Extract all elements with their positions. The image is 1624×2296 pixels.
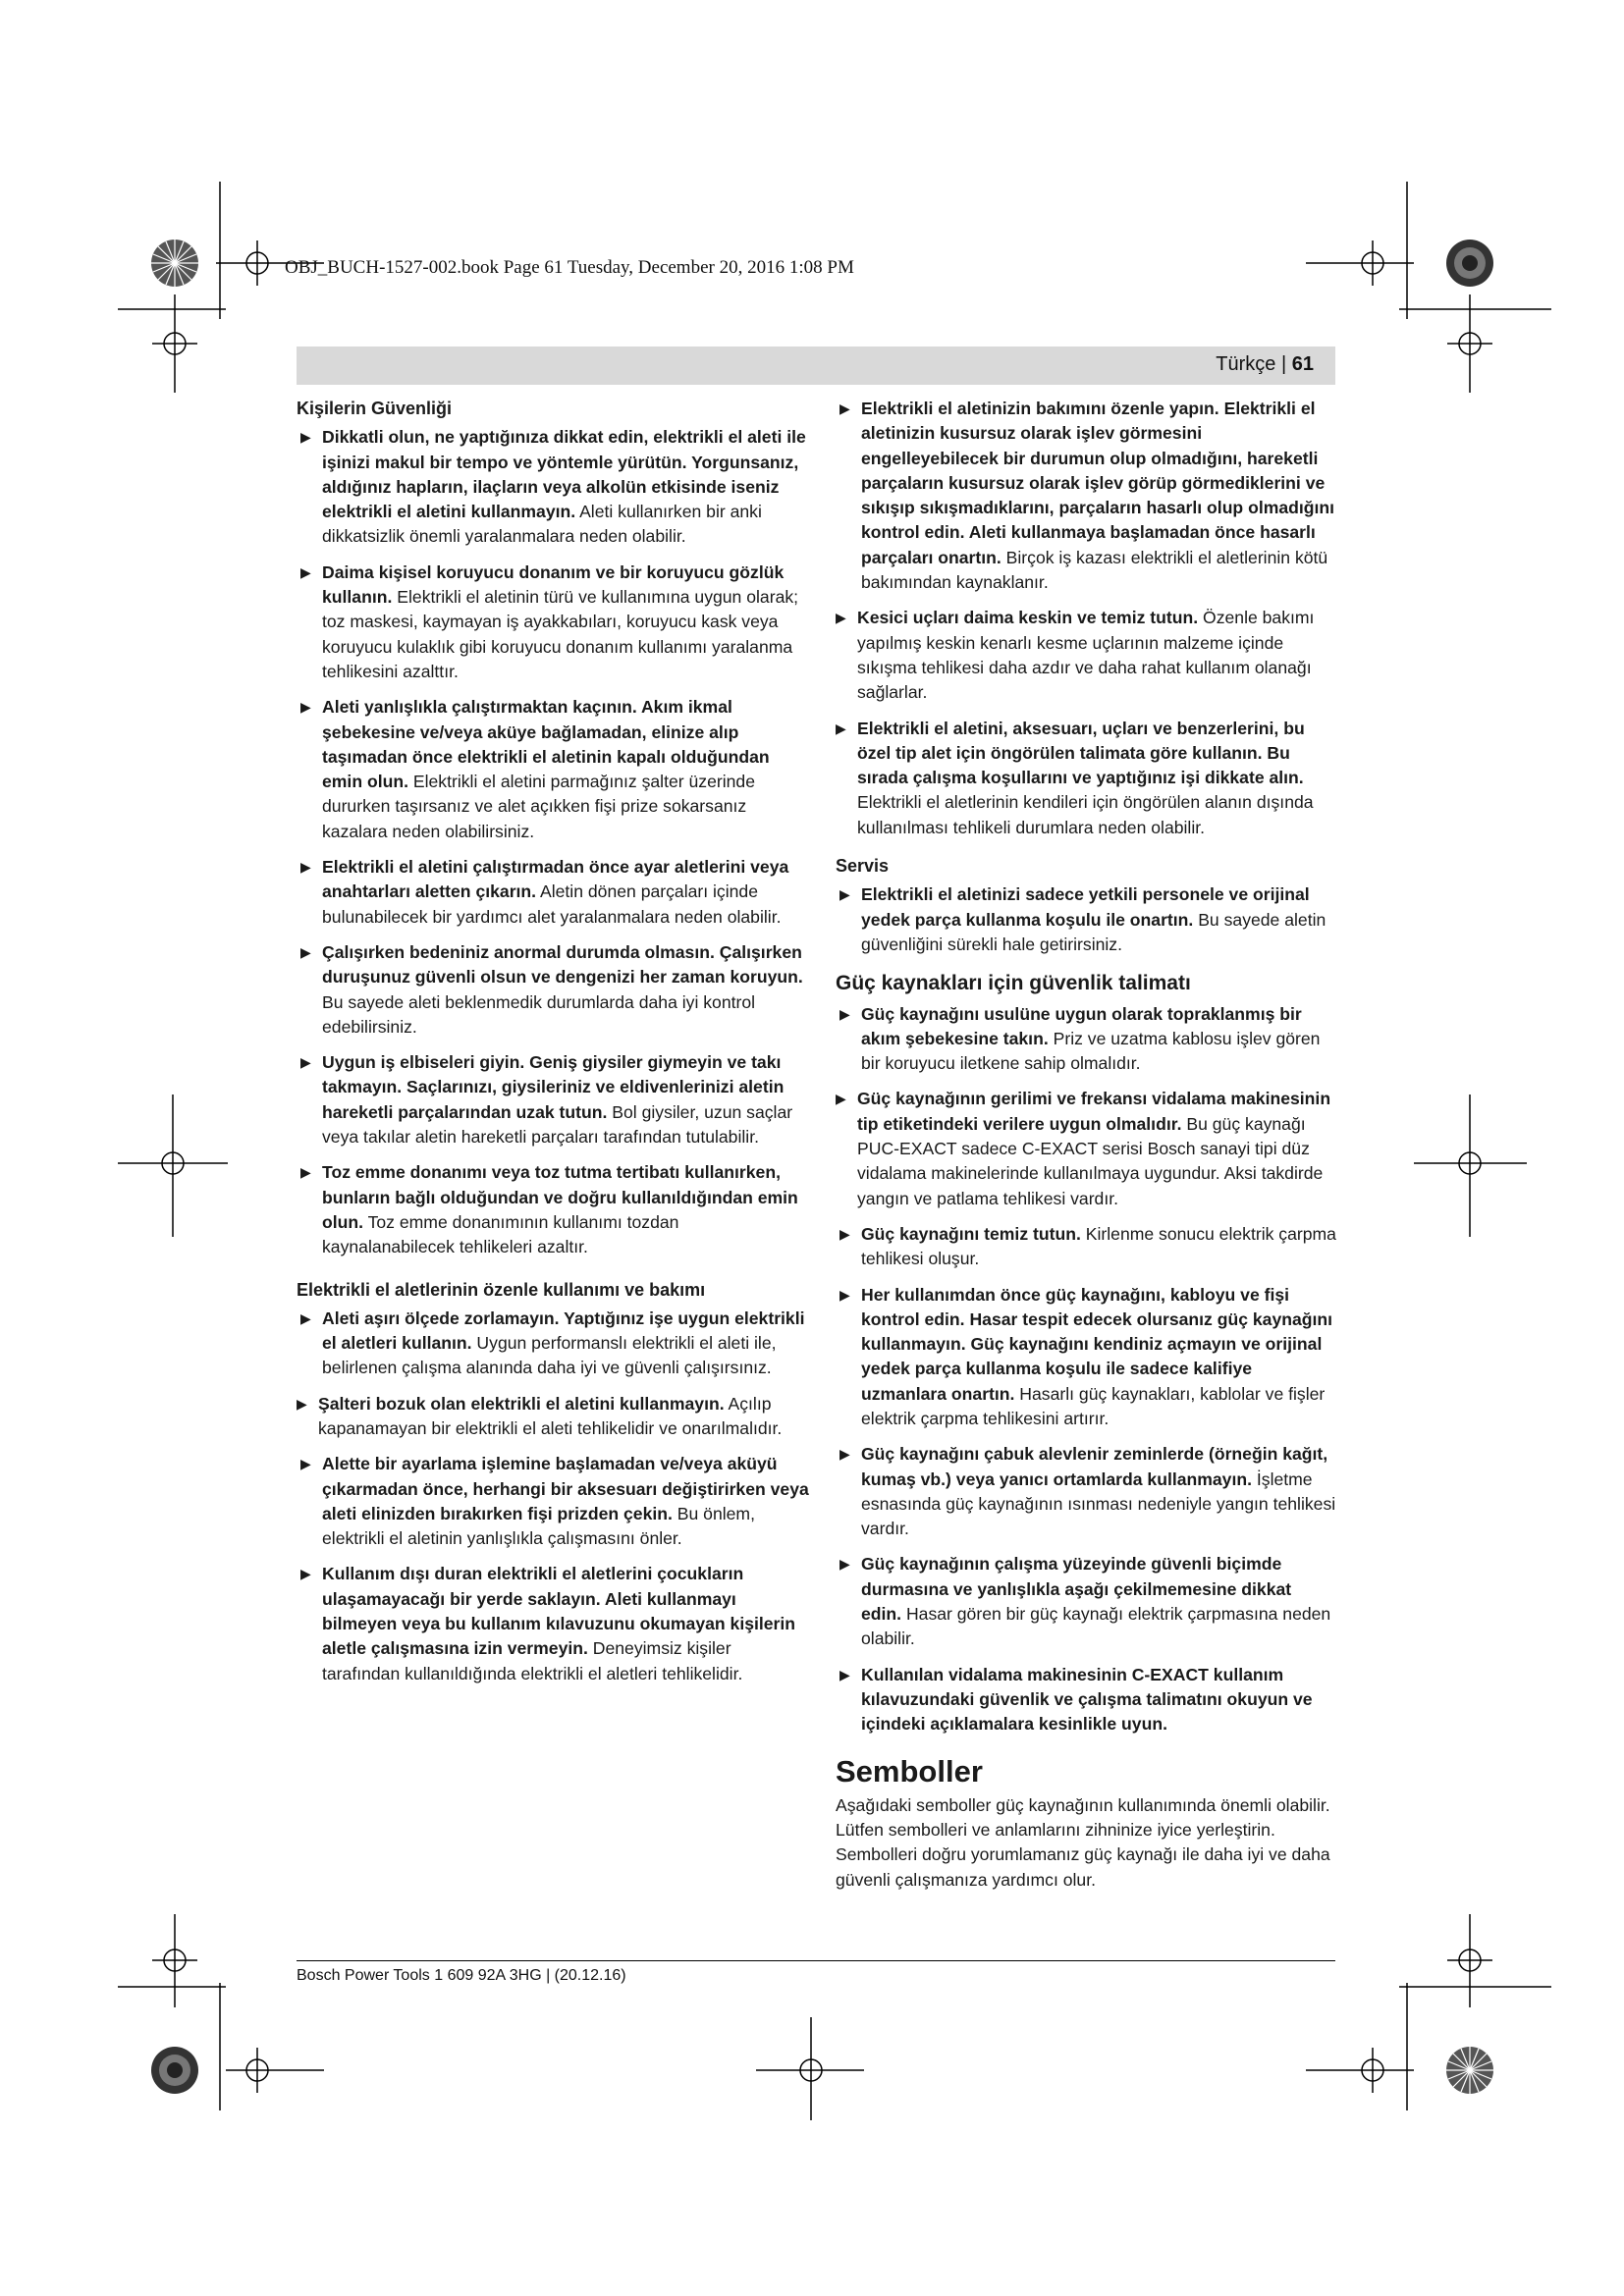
list-item [297, 1452, 811, 1551]
item-bold-text: Güç kaynağını temiz tutun. [861, 1223, 1081, 1244]
item-bold-text: Alette bir ayarlama işlemine başlamadan ve/veya aküyü çıkarmadan önce, herhangi bir aksesuarı değiştirirken veya aleti elinizden bırakırken fişi prizden çekin. [322, 1454, 809, 1523]
bullet-arrow-icon: ▶ [839, 400, 850, 416]
symbols-paragraph: Aşağıdaki semboller güç kaynağının kullanımında önemli olabilir. Lütfen sembolleri ve anlamlarını zihninize iyice yerleştirin. Sembolleri doğru yorumlamanız güç kaynağı ile daha iyi ve daha güvenli çalışmanıza yardımcı olur. [836, 1794, 1330, 1890]
section-heading: Kişilerin Güvenliği [297, 399, 453, 418]
list-item [297, 855, 811, 930]
footer-rule [297, 1960, 1335, 1961]
header-language: Türkçe [1216, 353, 1276, 375]
item-text: Aleti kullanırken bir anki dikkatsizlik önemli yaralanmalara neden olabilir. [322, 502, 762, 547]
bullet-arrow-icon: ▶ [839, 886, 850, 903]
item-text: Aletin dönen parçaları içinde bulunabilecek bir yardımcı alet yaralanmalara neden olabilir. [322, 881, 782, 927]
item-bold-text: Güç kaynağını usulüne uygun olarak topraklanmış bir akım şebekesine takın. [861, 1003, 1302, 1048]
item-text: Birçok iş kazası elektrikli el aletlerinin kötü bakımından kaynaklanır. [861, 547, 1328, 593]
item-text: Bu sayede aletin güvenliğini sürekli hale getirirsiniz. [861, 909, 1326, 954]
item-text: Uygun performanslı elektrikli el aleti ile, belirlenen çalışma alanında daha iyi ve güvenli çalışırsınız. [322, 1333, 777, 1378]
item-bold-text: Elektrikli el aletinizi sadece yetkili personele ve orijinal yedek parça kullanma koşulu ile onartın. [861, 884, 1310, 930]
list-item [297, 561, 811, 684]
item-bold-text: Elektrikli el aletini, aksesuarı, uçları ve benzerlerini, bu özel tip alet için öngörülen talimata göre kullanın. Bu sırada çalışma koşullarını ve yaptığınız işi dikkate alın. [857, 718, 1305, 788]
item-bold-text: Daima kişisel koruyucu donanım ve bir koruyucu gözlük kullanın. [322, 561, 785, 608]
item-bold-text: Dikkatli olun, ne yaptığınıza dikkat edin, elektrikli el aleti ile işinizi makul bir tempo ve yöntemle yürütün. Yorgunsanız, aldığınız hapların, ilaçların veya alkolün etkisinde iseniz elektrikli el aletini kullanmayın. [322, 427, 806, 522]
item-bold-text: Aleti yanlışlıkla çalıştırmaktan kaçının. Akım ikmal şebekesine ve/veya aküye bağlamadan, elinize alıp taşımadan önce elektrikli el aletinin kapalı olduğundan emin olun. [322, 697, 770, 792]
footer-text: Bosch Power Tools 1 609 92A 3HG | (20.12.16) [297, 1967, 626, 1984]
item-text: Elektrikli el aletlerinin kendileri için öngörülen alanın dışında kullanılması tehlikeli durumlara neden olabilir. [857, 792, 1314, 837]
bullet-arrow-icon: ▶ [836, 720, 846, 736]
bullet-arrow-icon: ▶ [839, 1005, 850, 1022]
item-bold-text: Her kullanımdan önce güç kaynağını, kabloyu ve fişi kontrol edin. Hasar tespit edecek olursanız güç kaynağını kullanmayın. Güç kaynağını kendiniz açmayın ve orijinal yedek parça kullanma koşulu ile sadece kalifiye uzmanlara onartın. [861, 1284, 1333, 1404]
bullet-arrow-icon: ▶ [300, 943, 311, 960]
item-text: Toz emme donanımının kullanımı tozdan kaynalanabilecek tehlikeleri azaltır. [322, 1211, 679, 1257]
item-bold-text: Toz emme donanımı veya toz tutma tertibatı kullanırken, bunların bağlı olduğundan ve doğru kullanıldığından emin olun. [322, 1162, 798, 1232]
item-text: Kirlenme sonucu elektrik çarpma tehlikesi oluşur. [861, 1223, 1336, 1269]
bullet-arrow-icon: ▶ [839, 1286, 850, 1303]
list-item [836, 1552, 1336, 1651]
service-heading: Servis [836, 856, 890, 877]
bullet-arrow-icon: ▶ [839, 1666, 850, 1682]
item-bold-text: Kesici uçları daima keskin ve temiz tutun. [857, 608, 1199, 628]
bullet-arrow-icon: ▶ [297, 1395, 307, 1412]
item-text: İşletme esnasında güç kaynağının ısınması nedeniyle yangın tehlikesi vardır. [861, 1468, 1336, 1539]
list-item [836, 1283, 1336, 1432]
item-text: Bu önlem, elektrikli el aletinin yanlışlıkla çalışmasını önler. [322, 1503, 755, 1549]
item-text: Elektrikli el aletinin türü ve kullanımına uygun olarak; toz maskesi, kaymayan iş ayakkabıları, koruyucu kask veya koruyucu kulaklık gibi koruyucu donanım kullanımı yaralanma tehlikesini azalttır. [322, 587, 799, 681]
item-text: Hasar gören bir güç kaynağı elektrik çarpmasına neden olabilir. [861, 1604, 1331, 1649]
list-item [297, 940, 811, 1040]
bullet-arrow-icon: ▶ [839, 1556, 850, 1573]
item-bold-text: Şalteri bozuk olan elektrikli el aletini kullanmayın. [318, 1393, 725, 1414]
bullet-arrow-icon: ▶ [836, 1091, 846, 1107]
left-column [297, 397, 811, 1697]
bullet-arrow-icon: ▶ [300, 563, 311, 580]
item-bold-text: Elektrikli el aletinizin bakımını özenle yapın. Elektrikli el aletinizin kusursuz olarak işlev görmesini engelleyebilecek bir durumun olup olmadığını, hareketli parçaların kusursuz olarak işlev görüp görmediklerini ve sıkışıp sıkışmadıklarını, parçaların hasarlı olup olmadığını kontrol edin. Aleti kullanmaya başlamadan önce hasarlı parçaları onartın. [861, 399, 1335, 567]
power-supply-heading: Güç kaynakları için güvenlik talimatı [836, 972, 1191, 995]
bullet-arrow-icon: ▶ [300, 699, 311, 716]
list-item [297, 1307, 811, 1381]
item-text: Bu güç kaynağı PUC-EXACT sadece C-EXACT serisi Bosch sanayi tipi düz vidalama makinelerinde kullanılmaya uygundur. Aksi takdirde yangın ve patlama tehlikesi vardır. [857, 1113, 1324, 1208]
item-text: Bol giysiler, uzun saçlar veya takılar aletin hareketli parçaları tarafından tutulabilir. [322, 1101, 793, 1148]
bullet-arrow-icon: ▶ [300, 1456, 311, 1472]
item-bold-text: Aleti aşırı ölçede zorlamayın. Yaptığınız işe uygun elektrikli el aletleri kullanın. [322, 1308, 805, 1354]
list-item [836, 882, 1336, 957]
list-item [836, 606, 1336, 705]
item-text: Bu sayede aleti beklenmedik durumlarda daha iyi kontrol edebilirsiniz. [322, 991, 756, 1037]
list-item [297, 695, 811, 844]
list-item [836, 1087, 1336, 1210]
bullet-arrow-icon: ▶ [839, 1225, 850, 1242]
bullet-arrow-icon: ▶ [300, 1566, 311, 1582]
symbols-heading: Semboller [836, 1753, 983, 1789]
item-text: Priz ve uzatma kablosu işlev gören bir koruyucu iletkene sahip olmalıdır. [861, 1028, 1321, 1074]
item-bold-text: Uygun iş elbiseleri giyin. Geniş giysiler giymeyin ve takı takmayın. Saçlarınızı, giysileriniz ve eldivenlerinizi aletin hareketli parçalarından uzak tutun. [322, 1052, 785, 1122]
list-item [836, 397, 1336, 595]
list-item [297, 1050, 811, 1149]
page-number: 61 [1291, 353, 1314, 375]
list-item [297, 1392, 811, 1442]
list-item [836, 1222, 1336, 1272]
section-heading: Elektrikli el aletlerinin özenle kullanımı ve bakımı [297, 1279, 706, 1300]
item-text: Deneyimsiz kişiler tarafından kullanıldığında elektrikli el aletleri tehlikelidir. [322, 1638, 743, 1683]
item-bold-text: Güç kaynağının çalışma yüzeyinde güvenli biçimde durmasına ve yanlışlıkla aşağı çekilmemesine dikkat edin. [861, 1554, 1292, 1625]
item-bold-text: Elektrikli el aletini çalıştırmadan önce ayar aletlerini veya anahtarları aletten çıkarın. [322, 857, 789, 902]
list-item [836, 717, 1336, 840]
item-bold-text: Güç kaynağının gerilimi ve frekansı vidalama makinesinin tip etiketindeki verilere uygun olmalıdır. [857, 1089, 1331, 1134]
item-bold-text: Kullanım dışı duran elektrikli el aletlerini çocukların ulaşamayacağı bir yerde saklayın. Aleti kullanmayı bilmeyen veya bu kullanım kılavuzunu okumayan kişilerin aletle çalışmasına izin vermeyin. [322, 1564, 796, 1659]
item-text: Özenle bakımı yapılmış keskin kenarlı kesme uçlarının malzeme içinde sıkışma tehlikesi daha azdır ve daha rahat kullanım olanağı sağlarlar. [857, 608, 1315, 703]
item-bold-text: Kullanılan vidalama makinesinin C-EXACT kullanım kılavuzundaki güvenlik ve çalışma talimatını okuyun ve içindeki açıklamalara kesinlikle uyun. [861, 1664, 1313, 1735]
header-page-label [1216, 353, 1314, 376]
item-text: Elektrikli el aletini parmağınız şalter üzerinde dururken taşırsanız ve alet açıkken fişi prize sokarsanız kazalara neden olabilirsiniz. [322, 772, 755, 841]
bullet-arrow-icon: ▶ [300, 1054, 311, 1071]
list-item [836, 1002, 1336, 1077]
list-item [297, 1160, 811, 1259]
item-text: Açılıp kapanamayan bir elektrikli el aleti tehlikelidir ve onarılmalıdır. [318, 1393, 783, 1438]
bullet-arrow-icon: ▶ [300, 1164, 311, 1181]
item-bold-text: Çalışırken bedeniniz anormal durumda olmasın. Çalışırken duruşunuz güvenli olsun ve dengenizi her zaman koruyun. [322, 941, 803, 988]
right-column [836, 397, 1336, 1893]
bullet-arrow-icon: ▶ [300, 1309, 311, 1326]
bullet-arrow-icon: ▶ [839, 1446, 850, 1463]
list-item [297, 1562, 811, 1685]
list-item [297, 425, 811, 549]
list-item [836, 1442, 1336, 1541]
item-bold-text: Güç kaynağını çabuk alevlenir zeminlerde (örneğin kağıt, kumaş vb.) veya yanıcı ortamlarda kullanmayın. [861, 1444, 1328, 1489]
bullet-arrow-icon: ▶ [836, 610, 846, 626]
list-item [836, 1663, 1336, 1737]
bullet-arrow-icon: ▶ [300, 859, 311, 876]
item-text: Hasarlı güç kaynakları, kablolar ve fişler elektrik çarpma tehlikesini artırır. [861, 1383, 1326, 1428]
bullet-arrow-icon: ▶ [300, 429, 311, 446]
page-header [297, 347, 1335, 385]
header-separator: | [1280, 353, 1287, 375]
print-file-info: OBJ_BUCH-1527-002.book Page 61 Tuesday, December 20, 2016 1:08 PM [285, 257, 854, 278]
